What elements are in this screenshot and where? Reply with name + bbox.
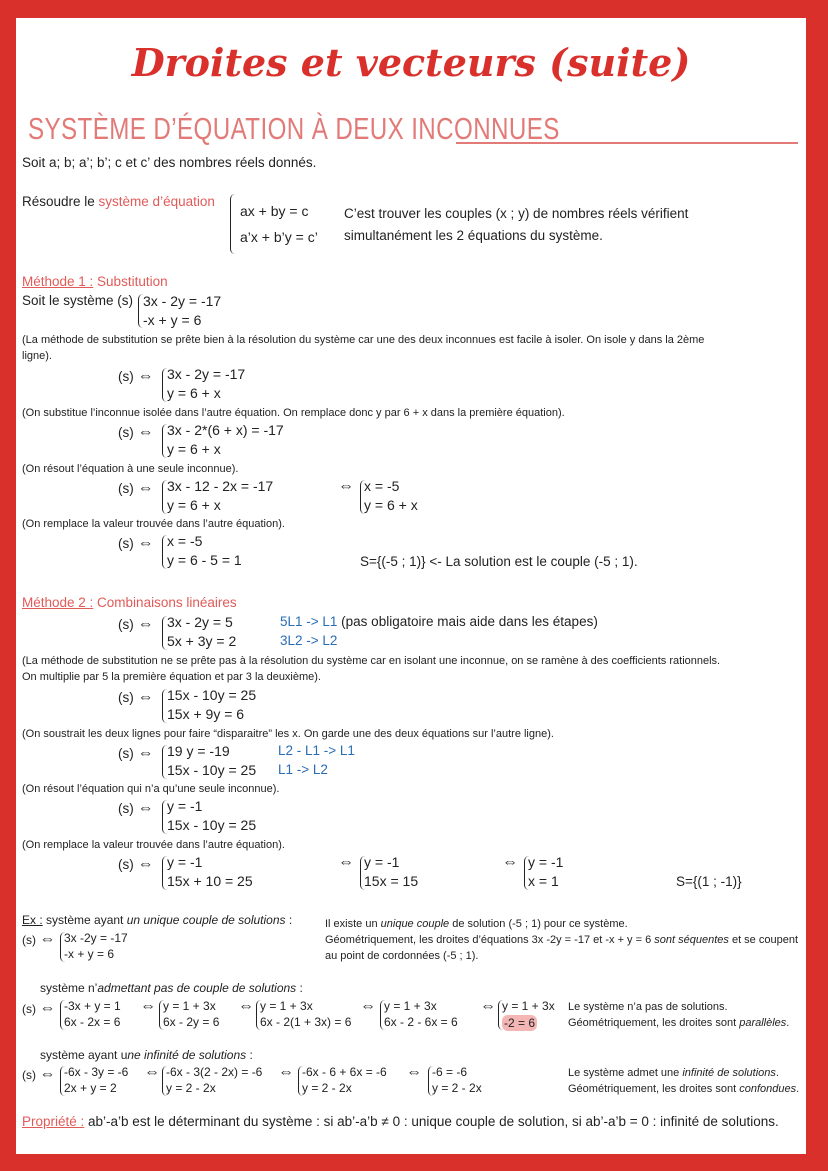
eq-line: 3x - 12 - 2x = -17: [167, 478, 274, 494]
ex-c-text1: [568, 1067, 779, 1080]
equiv-sign: ⇔: [338, 854, 354, 871]
eq-line: 19 y = -19: [167, 743, 230, 759]
text-part: Géométriquement, les droites d’équations 3x -2y = -17 et -x + y = 6: [325, 934, 655, 946]
eq-line: y = 2 - 2x: [166, 1081, 216, 1095]
method2-title: [22, 595, 237, 611]
eq-line: y = 1 + 3x: [163, 999, 216, 1013]
page: [16, 18, 806, 1154]
equiv-sign: ⇔: [480, 998, 496, 1015]
eq-line: y = -1: [528, 854, 564, 870]
s-label: (s): [118, 425, 134, 440]
step-prefix: [118, 855, 154, 874]
text-part: et se coupent: [728, 934, 798, 946]
m1-note1b: ligne).: [22, 350, 52, 362]
ex-b-title: [40, 981, 303, 995]
text-part: :: [246, 1048, 253, 1062]
ex-a-system: [64, 930, 128, 962]
property: [22, 1114, 779, 1130]
eq-line: -6x - 6 + 6x = -6: [302, 1065, 387, 1079]
eq-line: 3x - 2y = -17: [143, 293, 222, 309]
equiv-sign: ⇔: [39, 931, 56, 948]
m1-note1: (La méthode de substitution se prête bien à la résolution du système car une des deux inconnues est facile à isoler. On isole y dans la 2ème: [22, 334, 705, 346]
method1-label: Méthode 1 :: [22, 274, 94, 289]
eq-line: y = 2 - 2x: [302, 1081, 352, 1095]
eq-line: 15x + 10 = 25: [167, 873, 253, 889]
eq-line: -6 = -6: [432, 1065, 468, 1079]
equiv-sign: ⇔: [140, 998, 156, 1015]
method2-name: Combinaisons linéaires: [93, 595, 237, 610]
resolve-desc-2: simultanément les 2 équations du système.: [344, 228, 603, 243]
eq-line: -x + y = 6: [143, 312, 202, 328]
eq-line: x = -5: [364, 478, 400, 494]
eq-line: y = -1: [167, 798, 203, 814]
m1-step3b: [364, 477, 418, 515]
eq-line: y = 6 - 5 = 1: [167, 552, 242, 568]
text-part: Il existe un: [325, 918, 381, 930]
resolve-line: [22, 194, 215, 210]
m2-op1: 5L1 -> L1: [280, 614, 338, 629]
brace: [230, 194, 235, 254]
ex-b-s4: [384, 998, 458, 1030]
equiv-sign: ⇔: [406, 1064, 422, 1081]
text-part: Le système admet une: [568, 1067, 683, 1079]
ex-a-title-italic: un unique couple de solutions: [126, 913, 286, 927]
ex-a-text1: [325, 918, 628, 931]
eq-line: x = 1: [528, 873, 559, 889]
equiv-sign: ⇔: [238, 998, 254, 1015]
equiv-sign: ⇔: [137, 368, 154, 385]
equiv-sign: ⇔: [137, 800, 154, 817]
m1-step2: [167, 421, 284, 459]
m2-op3: L2 - L1 -> L1: [278, 743, 355, 758]
equiv-sign: ⇔: [39, 1066, 56, 1083]
s-label: (s): [118, 481, 134, 496]
eq-line: 15x - 10y = 25: [167, 817, 257, 833]
text-italic: admettant pas de couple de solutions: [97, 981, 297, 995]
m2-note1b: On multiplie par 5 la première équation et par 3 la deuxième).: [22, 671, 321, 683]
resolve-prefix: Résoudre le: [22, 194, 99, 209]
s-label: (s): [118, 617, 134, 632]
eq-line: 2x + y = 2: [64, 1081, 117, 1095]
eq-line: x = -5: [167, 533, 203, 549]
s-label: (s): [118, 369, 134, 384]
ex-b-s5: [502, 998, 555, 1032]
method2-label: Méthode 2 :: [22, 595, 94, 610]
text-italic: sont séquentes: [654, 934, 729, 946]
equiv-sign: ⇔: [278, 1064, 294, 1081]
page-title: Droites et vecteurs (suite): [131, 40, 691, 85]
equiv-sign: ⇔: [137, 535, 154, 552]
m2-step5: [167, 853, 253, 891]
step-prefix: [118, 423, 154, 442]
resolve-link: système d’équation: [98, 194, 215, 209]
m1-step4: [167, 532, 242, 570]
equiv-sign: ⇔: [137, 689, 154, 706]
ex-a-title-end: :: [285, 913, 293, 927]
m2-note1: (La méthode de substitution ne se prête pas à la résolution du système car en isolant une inconnue, on se ramène à des coefficients rationnels.: [22, 655, 721, 667]
step-prefix: [22, 930, 55, 949]
ex-a-title: [22, 913, 292, 927]
eq-line: -3x + y = 1: [64, 999, 121, 1013]
ex-a-text2: [325, 934, 798, 947]
text-italic: unique couple: [380, 918, 450, 930]
m2-step6: [364, 853, 418, 891]
m2-note2: (On soustrait les deux lignes pour faire “disparaitre” les x. On garde une des deux équations sur l’autre ligne).: [22, 728, 554, 740]
m1-note2: (On substitue l’inconnue isolée dans l’autre équation. On remplace donc y par 6 + x dans la première équation).: [22, 407, 565, 419]
equiv-sign: ⇔: [502, 854, 518, 871]
eq-line: ax + by = c: [240, 203, 309, 219]
equiv-sign: ⇔: [137, 616, 154, 633]
ex-a-text3: au point de cordonnées (-5 ; 1).: [325, 950, 479, 962]
equiv-sign: ⇔: [137, 856, 154, 873]
m1-note3: (On résout l’équation à une seule inconnue).: [22, 463, 239, 475]
property-text: ab’-a’b est le déterminant du système : si ab’-a’b ≠ 0 : unique couple de solution, si ab’-a’b = 0 : infinité de solutions.: [84, 1114, 779, 1129]
eq-line: y = 6 + x: [364, 497, 418, 513]
eq-line: 3x - 2y = 5: [167, 614, 233, 630]
m1-solution: S={(-5 ; 1)} <- La solution est le couple (-5 ; 1).: [360, 554, 638, 569]
step-prefix: [118, 479, 154, 498]
eq-line: 15x + 9y = 6: [167, 706, 245, 722]
s-label: (s): [118, 857, 134, 872]
m1-step1: [167, 365, 245, 403]
ex-c-s3: [302, 1064, 387, 1096]
m2-note4: (On remplace la valeur trouvée dans l’autre équation).: [22, 839, 285, 851]
equiv-sign: ⇔: [144, 1064, 160, 1081]
m2-op1-note: (pas obligatoire mais aide dans les étapes): [337, 614, 598, 629]
general-system: [240, 194, 318, 247]
section-heading: SYSTÈME D’ÉQUATION À DEUX INCONNUES: [28, 111, 560, 146]
text-part: système ayant u: [40, 1048, 128, 1062]
eq-line: y = 1 + 3x: [384, 999, 437, 1013]
property-label: Propriété :: [22, 1114, 85, 1129]
eq-line: -6x - 3(2 - 2x) = -6: [166, 1065, 263, 1079]
eq-line: 3x -2y = -17: [64, 931, 128, 945]
resolve-desc-1: C’est trouver les couples (x ; y) de nombres réels vérifient: [344, 206, 689, 221]
eq-line: 6x - 2(1 + 3x) = 6: [260, 1015, 352, 1029]
step-prefix: [118, 799, 154, 818]
equiv-sign: ⇔: [338, 478, 354, 495]
step-prefix: [118, 367, 154, 386]
equiv-sign: ⇔: [360, 998, 376, 1015]
highlighted-contradiction: -2 = 6: [504, 1016, 536, 1030]
ex-c-title: [40, 1048, 253, 1062]
m2-step7: [528, 853, 563, 891]
eq-line: y = -1: [167, 854, 203, 870]
m2-op2: 3L2 -> L2: [280, 633, 338, 648]
step-prefix: [118, 744, 154, 763]
ex-c-s1: [64, 1064, 128, 1096]
text-part: :: [296, 981, 303, 995]
ex-c-s4: [432, 1064, 482, 1096]
equiv-sign: ⇔: [137, 480, 154, 497]
text-part: .: [786, 1017, 790, 1029]
m2-step3: [167, 742, 256, 780]
eq-line: 15x - 10y = 25: [167, 762, 257, 778]
s-label: (s): [118, 801, 134, 816]
eq-line: 6x - 2x = 6: [64, 1015, 121, 1029]
eq-line: y = 6 + x: [167, 385, 221, 401]
s-label: (s): [118, 536, 134, 551]
eq-line: -x + y = 6: [64, 947, 115, 961]
eq-line: y = 1 + 3x: [502, 999, 555, 1013]
text-italic: ne infinité de solutions: [127, 1048, 247, 1062]
ex-b-text2: [568, 1017, 789, 1030]
s-label: (s): [22, 1002, 36, 1016]
m2-step2: [167, 686, 256, 724]
ex-b-s3: [260, 998, 351, 1030]
method1-title: [22, 274, 168, 290]
eq-line: y = 6 + x: [167, 497, 221, 513]
eq-line: y = -1: [364, 854, 400, 870]
text-part: .: [796, 1083, 800, 1095]
ex-c-text2: [568, 1083, 799, 1096]
text-italic: infinité de solutions: [682, 1067, 776, 1079]
eq-line: 6x - 2y = 6: [163, 1015, 220, 1029]
equiv-sign: ⇔: [137, 745, 154, 762]
text-part: de solution (-5 ; 1) pour ce système.: [449, 918, 628, 930]
text-part: Géométriquement, les droites sont: [568, 1083, 740, 1095]
text-part: Géométriquement, les droites sont: [568, 1017, 740, 1029]
step-prefix: [118, 688, 154, 707]
m2-op4: L1 -> L2: [278, 762, 328, 777]
m1-step3: [167, 477, 273, 515]
equiv-sign: ⇔: [137, 424, 154, 441]
step-prefix: [22, 999, 55, 1018]
text-part: système n’: [40, 981, 98, 995]
ex-label: Ex :: [22, 913, 43, 927]
ex-a-title-text: système ayant: [42, 913, 127, 927]
equiv-sign: ⇔: [39, 1000, 56, 1017]
m2-step4: [167, 797, 256, 835]
eq-line: 6x - 2 - 6x = 6: [384, 1015, 458, 1029]
eq-line: -6x - 3y = -6: [64, 1065, 129, 1079]
m2-solution: S={(1 ; -1)}: [676, 874, 742, 889]
eq-line: 15x = 15: [364, 873, 419, 889]
ex-b-s2: [163, 998, 219, 1030]
eq-line: a’x + b’y = c’: [240, 229, 318, 245]
s-label: (s): [118, 690, 134, 705]
eq-line: 3x - 2y = -17: [167, 366, 246, 382]
s-label: (s): [22, 933, 36, 947]
m2-op1-line: [280, 614, 598, 630]
eq-line: y = 1 + 3x: [260, 999, 313, 1013]
text-italic: confondues: [739, 1083, 797, 1095]
eq-line: y = 6 + x: [167, 441, 221, 457]
s-label: (s): [22, 1068, 36, 1082]
intro-text: Soit a; b; a’; b’; c et c’ des nombres réels donnés.: [22, 155, 317, 170]
m1-note4: (On remplace la valeur trouvée dans l’autre équation).: [22, 518, 285, 530]
m2-note3: (On résout l’équation qui n’a qu’une seule inconnue).: [22, 783, 280, 795]
text-part: .: [775, 1067, 779, 1079]
method1-name: Substitution: [93, 274, 168, 289]
m1-system: [143, 292, 221, 330]
s-label: (s): [118, 746, 134, 761]
step-prefix: [22, 1065, 55, 1084]
eq-line: 15x - 10y = 25: [167, 687, 257, 703]
m1-soit: Soit le système (s): [22, 293, 134, 308]
step-prefix: [118, 615, 154, 634]
eq-line: 5x + 3y = 2: [167, 633, 237, 649]
m2-step1: [167, 613, 236, 651]
ex-b-s1: [64, 998, 121, 1030]
heading-rule: [456, 142, 798, 144]
eq-line: y = 2 - 2x: [432, 1081, 482, 1095]
eq-line: 3x - 2*(6 + x) = -17: [167, 422, 284, 438]
ex-b-text1: Le système n’a pas de solutions.: [568, 1001, 728, 1013]
text-italic: parallèles: [739, 1017, 787, 1029]
ex-c-s2: [166, 1064, 262, 1096]
step-prefix: [118, 534, 154, 553]
